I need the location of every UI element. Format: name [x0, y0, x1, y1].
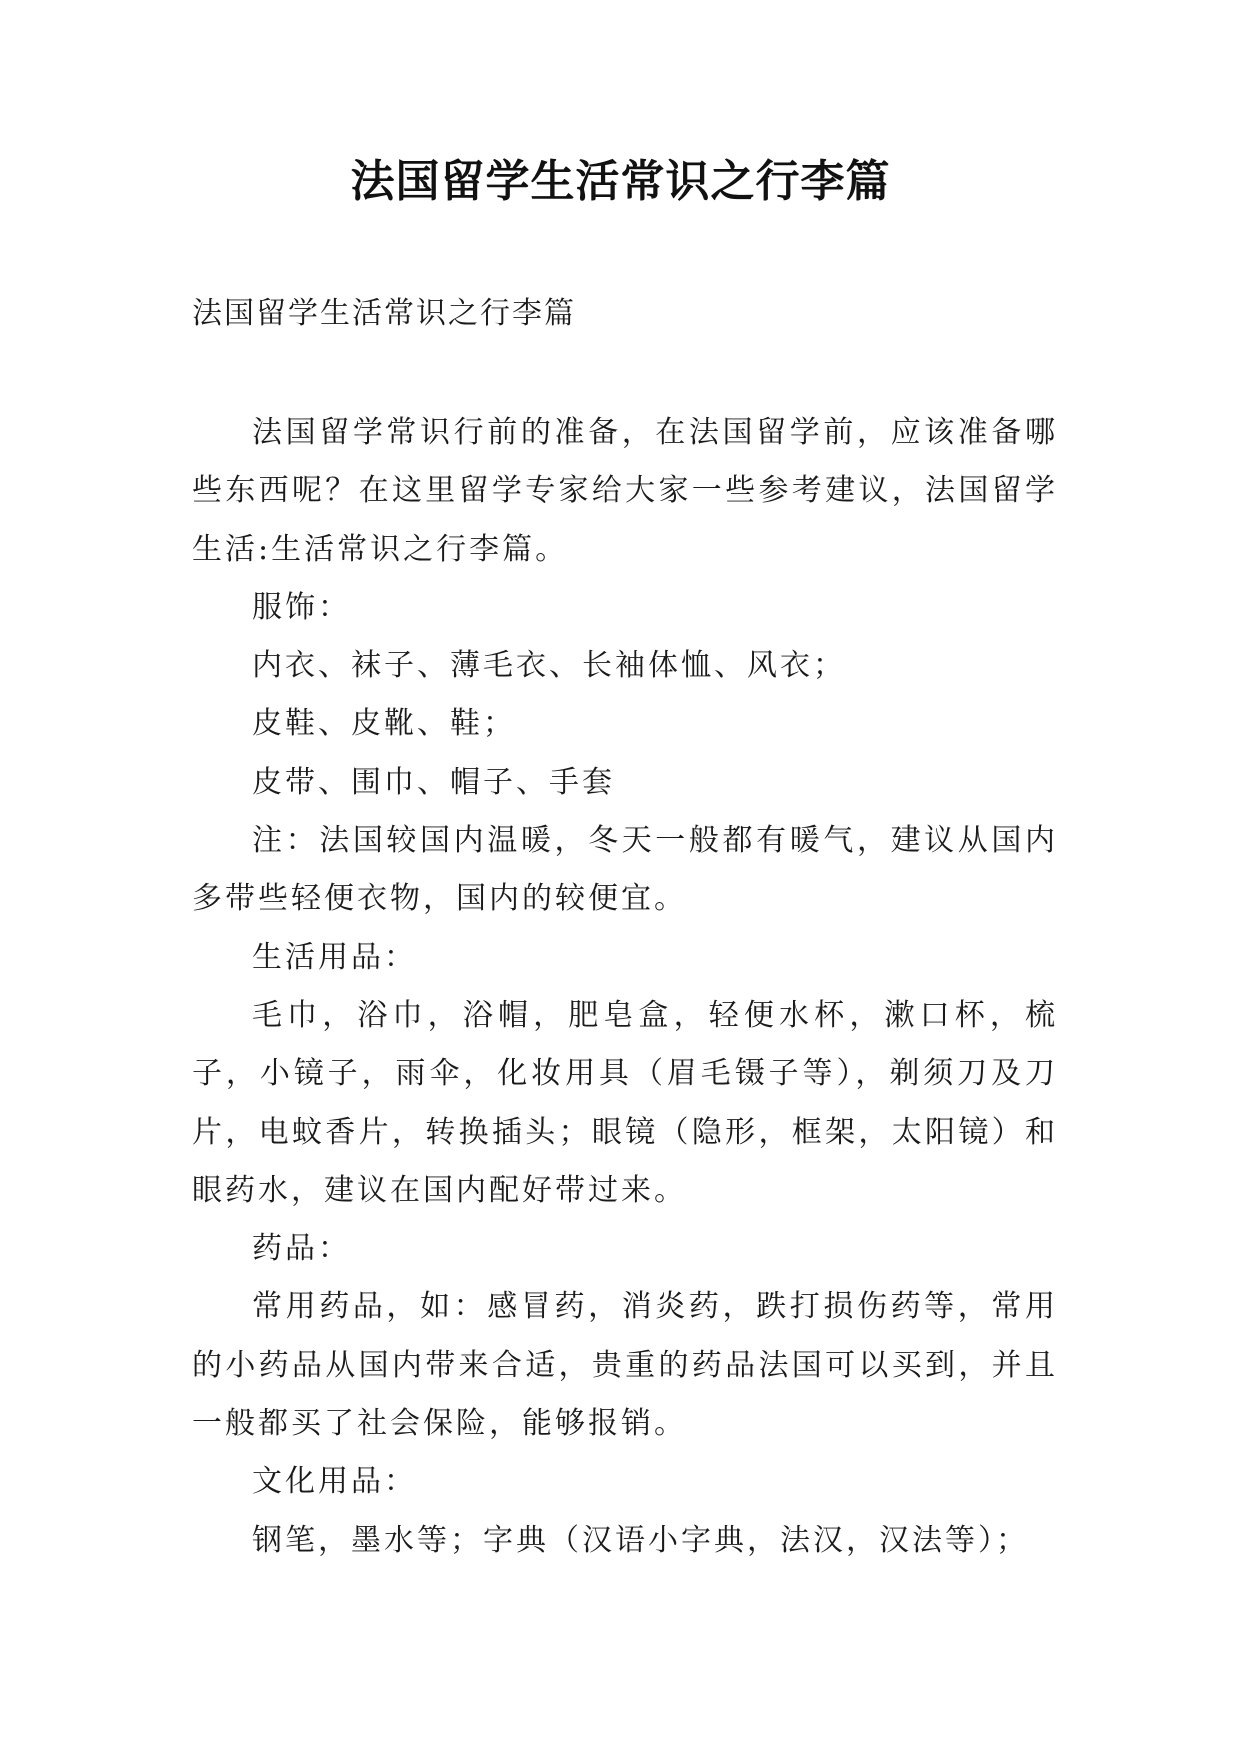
paragraph-clothing-note: 注：法国较国内温暖，冬天一般都有暖气，建议从国内多带些轻便衣物，国内的较便宜。 — [192, 823, 1058, 917]
heading-medicine: 药品： — [252, 1231, 351, 1267]
document-title: 法国留学生活常识之行李篇 — [350, 156, 891, 207]
document-subtitle: 法国留学生活常识之行李篇 — [192, 296, 576, 331]
list-item-shoes: 皮鞋、皮靴、鞋； — [252, 706, 516, 742]
paragraph-stationery: 钢笔，墨水等；字典（汉语小字典，法汉，汉法等）； — [252, 1522, 1029, 1558]
heading-stationery: 文化用品： — [252, 1464, 417, 1500]
list-item-accessories: 皮带、围巾、帽子、手套 — [252, 764, 615, 800]
paragraph-daily-necessities: 毛巾，浴巾，浴帽，肥皂盒，轻便水杯，漱口杯，梳子，小镜子，雨伞，化妆用具（眉毛镊子等），剃须刀及刀片，电蚊香片，转换插头；眼镜（隐形，框架，太阳镜）和眼药水，建议在国内配好带过来。 — [192, 997, 1058, 1208]
paragraph-intro: 法国留学常识行前的准备，在法国留学前，应该准备哪些东西呢？在这里留学专家给大家一些参考建议，法国留学生活:生活常识之行李篇。 — [192, 415, 1058, 567]
document-body — [192, 404, 1058, 1570]
paragraph-medicine: 常用药品，如：感冒药，消炎药，跌打损伤药等，常用的小药品从国内带来合适，贵重的药品法国可以买到，并且一般都买了社会保险，能够报销。 — [192, 1289, 1058, 1442]
heading-clothing: 服饰： — [252, 589, 351, 625]
heading-daily-necessities: 生活用品： — [252, 939, 417, 975]
list-item-clothes: 内衣、袜子、薄毛衣、长袖体恤、风衣； — [252, 648, 846, 684]
